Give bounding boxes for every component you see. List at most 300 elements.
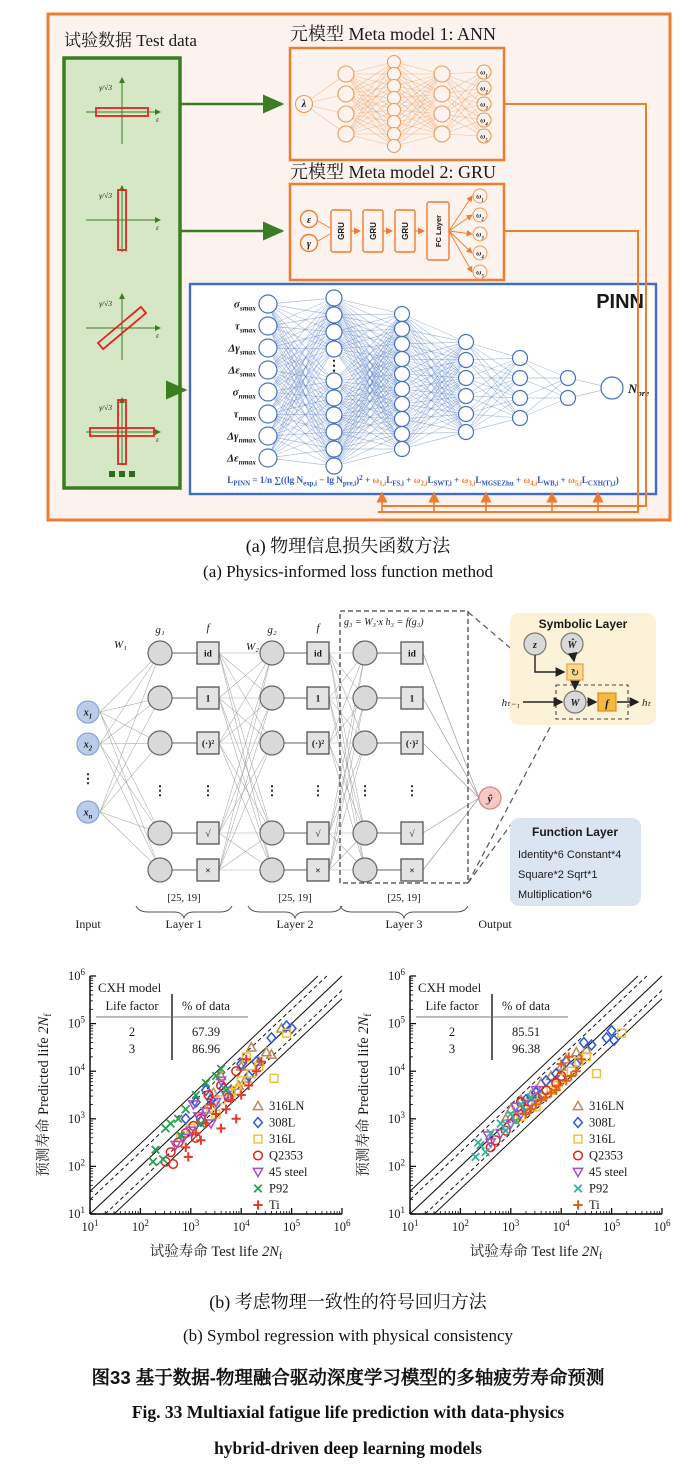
x-tick-label: $10^5$ xyxy=(283,1218,301,1234)
node xyxy=(395,442,410,457)
fc-layer-label: FC Layer xyxy=(434,214,443,248)
node xyxy=(459,407,474,422)
inset-col-header: Life factor xyxy=(105,999,159,1013)
y-tick-label: $10^4$ xyxy=(388,1062,405,1079)
marker-shape xyxy=(267,1033,276,1043)
figure-caption-zh: 图33 基于数据-物理融合驱动深度学习模型的多轴疲劳寿命预测 xyxy=(91,1367,605,1388)
legend-label: 316L xyxy=(589,1132,616,1146)
g-node xyxy=(148,641,172,665)
diag-line-lower xyxy=(425,990,662,1214)
main: ω xyxy=(476,192,482,201)
op-label: 1 xyxy=(315,694,321,705)
legend-label: 316L xyxy=(269,1132,296,1146)
marker-shape xyxy=(232,1067,241,1076)
y-tick-label: $10^3$ xyxy=(68,1109,85,1126)
scatter-point xyxy=(254,1151,263,1160)
g-node xyxy=(260,686,284,710)
node xyxy=(395,427,410,442)
main: ω xyxy=(476,249,482,258)
marker-shape xyxy=(574,1135,582,1143)
op-label: × xyxy=(315,866,321,877)
h-out-label: hₜ xyxy=(642,697,651,709)
node xyxy=(388,56,401,69)
marker-shape xyxy=(253,1200,262,1209)
formula-segment: = xyxy=(250,475,260,485)
op-label: × xyxy=(409,866,415,877)
scatter-point xyxy=(167,1120,175,1128)
g-node xyxy=(260,858,284,882)
op-label: √ xyxy=(315,829,321,840)
node xyxy=(434,66,450,82)
scatter-point xyxy=(574,1185,582,1193)
op-label: id xyxy=(408,649,416,660)
scatter-point xyxy=(237,1090,246,1099)
main: ω xyxy=(480,116,486,125)
node xyxy=(459,353,474,368)
y-axis-title: 预测寿命 Predicted life $2N_f$ xyxy=(356,1013,374,1177)
g-node xyxy=(260,641,284,665)
node xyxy=(259,339,277,357)
scatter-point xyxy=(232,1114,241,1123)
marker-shape xyxy=(573,1200,582,1209)
marker-shape xyxy=(254,1118,263,1128)
legend-label: P92 xyxy=(269,1181,289,1196)
main: ω xyxy=(480,132,486,141)
legend-label: 316LN xyxy=(589,1099,625,1113)
test-data-ellipsis-icon xyxy=(109,471,135,477)
formula-segment: 2 xyxy=(359,475,363,482)
x-axis-label: ε xyxy=(156,223,159,232)
op-label: √ xyxy=(205,829,211,840)
marker-shape xyxy=(574,1118,583,1128)
g-node xyxy=(148,821,172,845)
marker-shape xyxy=(166,1148,175,1157)
node xyxy=(561,371,576,386)
marker-shape xyxy=(502,1127,510,1135)
y-tick-label: $10^5$ xyxy=(388,1014,405,1031)
x-axis-title: 试验寿命 Test life $2N_f$ xyxy=(149,1244,283,1262)
zoom-connector-bottom xyxy=(468,819,515,883)
marker-shape xyxy=(564,1052,573,1061)
layer1-shape: [25, 19] xyxy=(167,893,201,904)
node xyxy=(395,307,410,322)
main: Δε xyxy=(227,452,239,465)
scatter-point xyxy=(232,1067,241,1076)
formula-segment: ∑ xyxy=(274,475,281,485)
formula-segment: 3,i xyxy=(468,480,476,488)
x-tick-label: $10^1$ xyxy=(81,1218,99,1234)
main: N xyxy=(628,381,638,396)
node xyxy=(395,337,410,352)
f-activation-label: f xyxy=(605,698,609,710)
f1-label: f xyxy=(206,622,210,634)
formula-segment: L xyxy=(475,475,482,485)
node xyxy=(259,427,277,445)
main: Δγ xyxy=(228,342,240,355)
node xyxy=(259,405,277,423)
inset-cell: 3 xyxy=(448,1042,456,1056)
formula-segment: L xyxy=(427,475,434,485)
formula-segment: (( xyxy=(280,475,288,485)
marker-shape xyxy=(254,1185,262,1193)
ann-input-label xyxy=(301,99,307,110)
scatter-point xyxy=(573,1200,582,1209)
scatter-point xyxy=(497,1120,505,1128)
op-label: id xyxy=(314,649,322,660)
function-layer-line: Multiplication*6 xyxy=(518,889,592,901)
layer1-label: Layer 1 xyxy=(165,917,203,931)
legend-label: 308L xyxy=(269,1115,296,1130)
main: x xyxy=(83,739,89,751)
formula-segment: FS,i xyxy=(392,480,404,488)
formula-segment: 2,i xyxy=(420,480,428,488)
main: Δγ xyxy=(227,430,239,443)
main: ω xyxy=(476,268,482,277)
node xyxy=(388,92,401,105)
main: ε xyxy=(306,215,312,226)
main: Δε xyxy=(228,364,240,377)
y-axis-label: γ/√3 xyxy=(99,403,112,412)
formula-segment: ω xyxy=(523,475,531,485)
sub: 4 xyxy=(485,122,488,128)
g-node xyxy=(260,731,284,755)
edge xyxy=(100,743,160,812)
marker-shape xyxy=(270,1074,278,1082)
node xyxy=(326,324,342,340)
sub: 1 xyxy=(485,74,488,80)
marker-shape xyxy=(159,1155,167,1163)
x-tick-label: $10^1$ xyxy=(401,1218,419,1234)
node xyxy=(259,383,277,401)
gru-block-label: GRU xyxy=(337,222,346,240)
y-axis-label: γ/√3 xyxy=(99,299,112,308)
marker-shape xyxy=(573,1101,582,1109)
x-tick-label: $10^2$ xyxy=(451,1218,469,1234)
main: x xyxy=(83,707,89,719)
sub: 2 xyxy=(88,745,93,753)
node xyxy=(326,307,342,323)
edge xyxy=(423,653,479,798)
node xyxy=(326,407,342,423)
scatter-point xyxy=(593,1070,601,1078)
g1-label: g₁ xyxy=(155,624,165,636)
main: ω xyxy=(480,84,486,93)
node xyxy=(434,126,450,142)
x-axis-title: 试验寿命 Test life $2N_f$ xyxy=(469,1244,603,1262)
formula-segment: WB,i xyxy=(543,480,559,488)
diag-line-lower xyxy=(114,999,342,1214)
sub: smax xyxy=(239,369,256,379)
node xyxy=(259,361,277,379)
op-label: × xyxy=(205,866,211,877)
concat-icon: ↻ xyxy=(570,668,580,679)
sub: nmax xyxy=(238,413,256,423)
scatter-point xyxy=(574,1118,583,1128)
marker-shape xyxy=(497,1120,505,1128)
inset-cell: 3 xyxy=(128,1042,136,1056)
diag-line-lower xyxy=(434,999,662,1214)
scatter-point xyxy=(254,1185,262,1193)
node xyxy=(259,295,277,313)
inset-cell: 2 xyxy=(128,1025,136,1039)
inset-title: CXH model xyxy=(98,980,162,995)
scatter-point xyxy=(572,1048,581,1056)
marker-shape xyxy=(253,1101,262,1109)
edge xyxy=(100,744,160,870)
x-tick-label: $10^4$ xyxy=(552,1218,570,1234)
node xyxy=(388,128,401,141)
inset-cell: 86.96 xyxy=(191,1042,221,1056)
symbolic-layer-title: Symbolic Layer xyxy=(538,617,628,631)
main: σ xyxy=(232,386,239,399)
node xyxy=(326,341,342,357)
legend-label: 45 steel xyxy=(269,1165,308,1179)
y-tick-label: $10^6$ xyxy=(68,967,85,983)
function-layer-inset xyxy=(510,818,641,906)
inset-col-header: Life factor xyxy=(425,999,479,1013)
sub: 1 xyxy=(481,198,484,204)
caption-a-zh: (a) 物理信息损失函数方法 xyxy=(245,536,451,556)
node xyxy=(326,290,342,306)
formula-segment: 4,i xyxy=(530,480,538,488)
y-tick-label: $10^5$ xyxy=(68,1014,85,1031)
marker-shape xyxy=(573,1168,582,1176)
formula-segment: MGSEZhu xyxy=(481,480,514,488)
inset-title: CXH model xyxy=(418,980,482,995)
y-tick-label: $10^2$ xyxy=(68,1157,85,1174)
legend-label: Ti xyxy=(589,1198,600,1212)
node xyxy=(395,367,410,382)
scatter-point xyxy=(253,1101,262,1109)
dots: ⋮ xyxy=(327,359,341,374)
node xyxy=(601,377,623,399)
diag-line-lower xyxy=(105,990,342,1214)
formula-segment: pre,i xyxy=(342,480,357,488)
y-axis-label: γ/√3 xyxy=(99,191,112,200)
main: τ xyxy=(233,408,239,421)
scatter-point xyxy=(253,1168,262,1176)
op-label: 1 xyxy=(205,694,211,705)
scatter-point xyxy=(573,1101,582,1109)
sub: pre xyxy=(637,388,650,398)
scatter-point xyxy=(474,1139,482,1147)
op-label: (·)² xyxy=(405,739,419,750)
main: ω xyxy=(480,100,486,109)
layer2-label: Layer 2 xyxy=(276,917,314,931)
sub: 5 xyxy=(481,274,484,280)
edge xyxy=(100,698,160,812)
marker-shape xyxy=(482,1148,490,1156)
y-tick-label: $10^1$ xyxy=(388,1205,405,1221)
marker-shape xyxy=(572,1048,581,1056)
g-node xyxy=(353,686,377,710)
formula-segment: + xyxy=(451,475,462,485)
marker-shape xyxy=(221,1105,230,1114)
marker-shape xyxy=(474,1139,482,1147)
formula-segment: exp,i xyxy=(303,480,317,488)
caption-a-en: (a) Physics-informed loss function method xyxy=(203,562,493,581)
g-node xyxy=(353,641,377,665)
scatter-point xyxy=(166,1148,175,1157)
formula-segment: ω xyxy=(413,475,421,485)
x-tick-label: $10^5$ xyxy=(603,1218,621,1234)
sub: smax xyxy=(239,325,256,335)
scatter-point xyxy=(149,1158,157,1166)
figure-caption-en1: Fig. 33 Multiaxial fatigue life prediction with data-physics xyxy=(131,1402,565,1422)
input-label: Input xyxy=(75,917,101,931)
op-label: (·)² xyxy=(311,739,325,750)
legend-label: 316LN xyxy=(269,1099,305,1113)
inset-cell: 96.38 xyxy=(511,1042,541,1056)
formula-segment: + xyxy=(403,475,414,485)
marker-shape xyxy=(574,1185,582,1193)
marker-shape xyxy=(167,1120,175,1128)
g-node xyxy=(353,731,377,755)
formula-segment: L xyxy=(227,475,234,485)
scatter-point xyxy=(502,1127,510,1135)
node xyxy=(326,458,342,474)
formula-segment: lg N xyxy=(287,475,304,485)
node xyxy=(395,412,410,427)
scatter-point xyxy=(182,1105,190,1113)
marker-shape xyxy=(196,1136,205,1145)
node xyxy=(388,80,401,93)
inset-cell: 67.39 xyxy=(191,1025,221,1039)
formula-segment: + xyxy=(513,475,524,485)
scatter-point xyxy=(573,1168,582,1176)
node xyxy=(513,411,528,426)
marker-shape xyxy=(237,1090,246,1099)
symbolic-regression-diagram xyxy=(18,606,678,958)
scatter-point xyxy=(216,1124,225,1133)
node xyxy=(326,441,342,457)
g2-label: g₂ xyxy=(267,624,277,636)
edge xyxy=(423,798,479,870)
function-layer-line: Identity*6 Constant*4 xyxy=(518,849,622,861)
output-node-label xyxy=(486,793,493,805)
sub: 5 xyxy=(485,138,488,144)
y-tick-label: $10^4$ xyxy=(68,1062,85,1079)
sub: nmax xyxy=(238,457,256,467)
sub: 2 xyxy=(485,90,488,96)
main: x xyxy=(83,807,89,819)
node xyxy=(259,317,277,335)
node xyxy=(395,322,410,337)
legend-label: 308L xyxy=(589,1115,616,1130)
node xyxy=(388,140,401,153)
symbolic-network xyxy=(77,641,501,882)
marker-shape xyxy=(507,1110,515,1118)
scatter-plot-right xyxy=(354,964,674,1282)
scatter-point xyxy=(254,1135,262,1143)
gru-block-label: GRU xyxy=(369,222,378,240)
formula-segment: ) xyxy=(356,475,360,485)
marker-shape xyxy=(182,1105,190,1113)
gru-block-label: GRU xyxy=(401,222,410,240)
y-tick-label: $10^2$ xyxy=(388,1157,405,1174)
formula-segment: ω xyxy=(461,475,469,485)
scatter-point xyxy=(482,1148,490,1156)
scatter-point xyxy=(564,1052,573,1061)
main: ω xyxy=(476,211,482,220)
marker-shape xyxy=(184,1152,193,1161)
sub: n xyxy=(88,813,93,821)
caption-b-en: (b) Symbol regression with physical consistency xyxy=(182,1326,514,1345)
layer3-shape: [25, 19] xyxy=(387,893,421,904)
layer2-shape: [25, 19] xyxy=(278,893,312,904)
sub: 2 xyxy=(481,217,484,223)
node xyxy=(338,126,354,142)
sub: nmax xyxy=(238,435,256,445)
main: τ xyxy=(234,320,240,333)
x-axis-label: ε xyxy=(156,435,159,444)
x-tick-label: $10^3$ xyxy=(182,1218,200,1234)
node xyxy=(338,66,354,82)
w2-label: W₂ xyxy=(246,641,259,653)
formula-segment: L xyxy=(386,475,393,485)
scatter-point xyxy=(181,1114,190,1124)
sub: smax xyxy=(239,347,256,357)
scatter-point xyxy=(270,1074,278,1082)
formula-segment: ω xyxy=(372,475,380,485)
function-layer-line: Square*2 Sqrt*1 xyxy=(518,869,598,881)
test-data-title: 试验数据 Test data xyxy=(64,31,197,50)
dots: ⋮ xyxy=(201,783,215,798)
main: ω xyxy=(476,230,482,239)
node xyxy=(459,371,474,386)
formula-segment: ω xyxy=(568,475,575,485)
formula-segment: L xyxy=(537,475,544,485)
gru-title: 元模型 Meta model 2: GRU xyxy=(290,162,496,182)
x-axis-label: ε xyxy=(156,115,159,124)
marker-shape xyxy=(593,1070,601,1078)
legend-label: 45 steel xyxy=(589,1165,628,1179)
formula-segment: L xyxy=(581,475,588,485)
f2-label: f xyxy=(316,622,320,634)
marker-shape xyxy=(216,1124,225,1133)
marker-shape xyxy=(253,1168,262,1176)
figure-caption-en2: hybrid-driven deep learning models xyxy=(214,1438,482,1458)
dots: ⋮ xyxy=(358,783,372,798)
formula-segment: + xyxy=(362,475,373,485)
marker-shape xyxy=(149,1158,157,1166)
y-tick-label: $10^3$ xyxy=(388,1109,405,1126)
node xyxy=(561,391,576,406)
formula-segment: CXH(T),i xyxy=(587,480,616,488)
caption-b-zh: (b) 考虑物理一致性的符号回归方法 xyxy=(209,1292,487,1312)
dots: ⋮ xyxy=(311,783,325,798)
g-node xyxy=(260,821,284,845)
y-axis-title: 预测寿命 Predicted life $2N_f$ xyxy=(36,1013,54,1177)
node xyxy=(395,397,410,412)
node xyxy=(388,116,401,129)
main: ω xyxy=(480,68,486,77)
marker-shape xyxy=(574,1151,583,1160)
x-tick-label: $10^3$ xyxy=(502,1218,520,1234)
sub: 3 xyxy=(485,106,488,112)
dots: ⋮ xyxy=(81,771,95,786)
inset-cell: 2 xyxy=(448,1025,456,1039)
x-tick-label: $10^6$ xyxy=(333,1218,351,1234)
scatter-point xyxy=(253,1200,262,1209)
node xyxy=(259,449,277,467)
g-node xyxy=(148,731,172,755)
main: σ xyxy=(233,298,240,311)
inset-cell: 85.51 xyxy=(511,1025,541,1039)
op-label: id xyxy=(204,649,212,660)
node xyxy=(434,106,450,122)
sub: nmax xyxy=(238,391,256,401)
